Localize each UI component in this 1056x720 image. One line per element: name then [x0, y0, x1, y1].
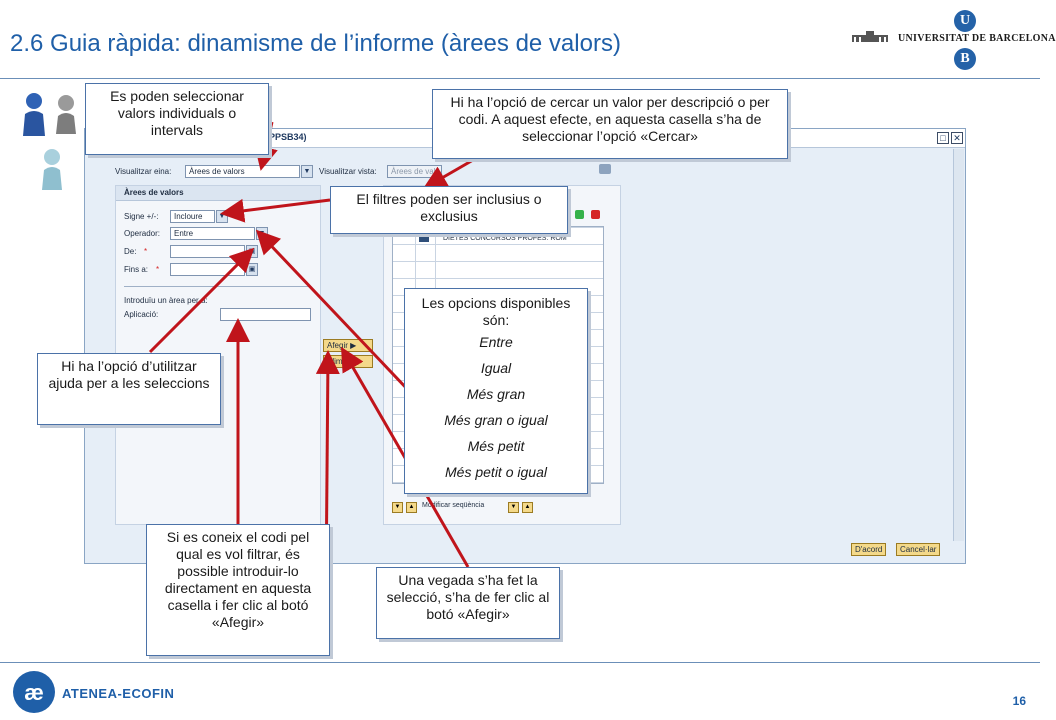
chevron-down-icon[interactable]: ▼ — [301, 165, 313, 178]
callout-selection-help: Hi ha l’opció d’utilitzar ajuda per a les seleccions — [37, 353, 221, 425]
svg-text:æ: æ — [24, 680, 44, 705]
callout-options-intro: Les opcions disponibles són: — [421, 295, 571, 328]
visualitzar-vista-label: Visualitzar vista: — [319, 167, 377, 176]
visualitzar-eina-select[interactable]: Àrees de valors — [185, 165, 300, 178]
move-down-icon[interactable]: ▼ — [392, 502, 403, 513]
aplicacio-input[interactable] — [220, 308, 311, 321]
value-help-icon[interactable]: ▣ — [246, 263, 258, 276]
chevron-down-icon[interactable]: ▼ — [216, 210, 228, 223]
aplicacio-label: Aplicació: — [124, 310, 159, 319]
cancel-button[interactable]: Cancel·lar — [896, 543, 940, 556]
operador-label: Operador: — [124, 229, 161, 238]
close-icon[interactable]: ✕ — [951, 132, 963, 144]
red-status-icon[interactable] — [591, 210, 600, 219]
page-number: 16 — [1012, 694, 1026, 708]
row-type-icon — [419, 235, 429, 242]
printer-icon[interactable] — [599, 164, 611, 174]
sap-window-title: PPSB34) — [269, 132, 307, 142]
operator-option: Igual — [480, 360, 512, 376]
operator-option: Entre — [479, 334, 513, 350]
sequence-down-icon[interactable]: ▼ — [508, 502, 519, 513]
person-blue-icon — [22, 92, 46, 136]
chevron-down-icon[interactable]: ▼ — [256, 227, 268, 240]
person-teal-icon — [40, 148, 64, 192]
visualitzar-eina-label: Visualitzar eina: — [115, 167, 172, 176]
signe-select[interactable]: Incloure — [170, 210, 215, 223]
callout-search-option: Hi ha l’opció de cercar un valor per descripció o per codi. A aquest efecte, en aquesta casella s’ha de seleccionar l’opció «Cercar» — [432, 89, 788, 159]
university-logo-u: U — [954, 10, 976, 32]
atenea-name: ATENEA-ECOFIN — [62, 686, 175, 701]
callout-individual-values: Es poden seleccionar valors individuals o intervals — [85, 83, 269, 155]
callout-operator-options — [404, 288, 588, 494]
eliminar-label: Eliminar — [327, 357, 356, 366]
atenea-logo-icon — [12, 670, 56, 714]
university-building-icon — [852, 30, 888, 42]
visualitzar-vista-select: Àrees de valo — [387, 165, 442, 178]
areas-panel-title: Àrees de valors — [124, 188, 184, 197]
value-help-icon[interactable]: ▣ — [246, 245, 258, 258]
dacord-button[interactable]: D'acord — [851, 543, 886, 556]
operator-option: Més gran — [466, 386, 526, 402]
callout-inclusive-filters: El filtres poden ser inclusius o exclusius — [330, 186, 568, 234]
areas-panel-header — [116, 186, 320, 201]
vertical-scrollbar[interactable] — [953, 149, 964, 541]
green-status-icon[interactable] — [575, 210, 584, 219]
operator-option: Més gran o igual — [444, 412, 548, 428]
fins-required-mark: * — [156, 265, 160, 274]
person-gray-icon — [54, 94, 78, 138]
operator-option: Més petit o igual — [445, 464, 547, 480]
de-input[interactable] — [170, 245, 245, 258]
header-divider — [0, 78, 1040, 79]
maximize-icon[interactable]: □ — [937, 132, 949, 144]
move-up-icon[interactable]: ▲ — [406, 502, 417, 513]
operator-option: Més petit — [467, 438, 525, 454]
afegir-button[interactable]: Afegir ▶ — [323, 339, 373, 352]
fins-input[interactable] — [170, 263, 245, 276]
fins-label: Fins a: — [124, 265, 149, 274]
afegir-label: Afegir — [327, 341, 348, 350]
slide-title: 2.6 Guia ràpida: dinamisme de l’informe (àrees de valors) — [10, 30, 621, 57]
intro-label: Introduïu un àrea per a: — [124, 296, 208, 305]
university-logo-b: B — [954, 48, 976, 70]
modificar-sequencia-label: Modificar seqüència — [422, 502, 485, 509]
university-name: UNIVERSITAT DE BARCELONA — [898, 33, 1056, 44]
callout-enter-code: Si es coneix el codi pel qual es vol filtrar, és possible introduir-lo directament en aquesta casella i fer clic al botó «Afegir» — [146, 524, 330, 656]
operador-select[interactable]: Entre — [170, 227, 255, 240]
de-required-mark: * — [144, 247, 148, 256]
areas-divider — [124, 286, 310, 287]
eliminar-button[interactable] — [323, 355, 373, 368]
footer-divider — [0, 662, 1040, 663]
callout-click-afegir: Una vegada s’ha fet la selecció, s’ha de fer clic al botó «Afegir» — [376, 567, 560, 639]
list-row[interactable]: DIETES CONCURSOS PROFES. ROM — [443, 235, 567, 242]
de-label: De: — [124, 247, 137, 256]
signe-label: Signe +/-: — [124, 212, 159, 221]
sequence-up-icon[interactable]: ▲ — [522, 502, 533, 513]
